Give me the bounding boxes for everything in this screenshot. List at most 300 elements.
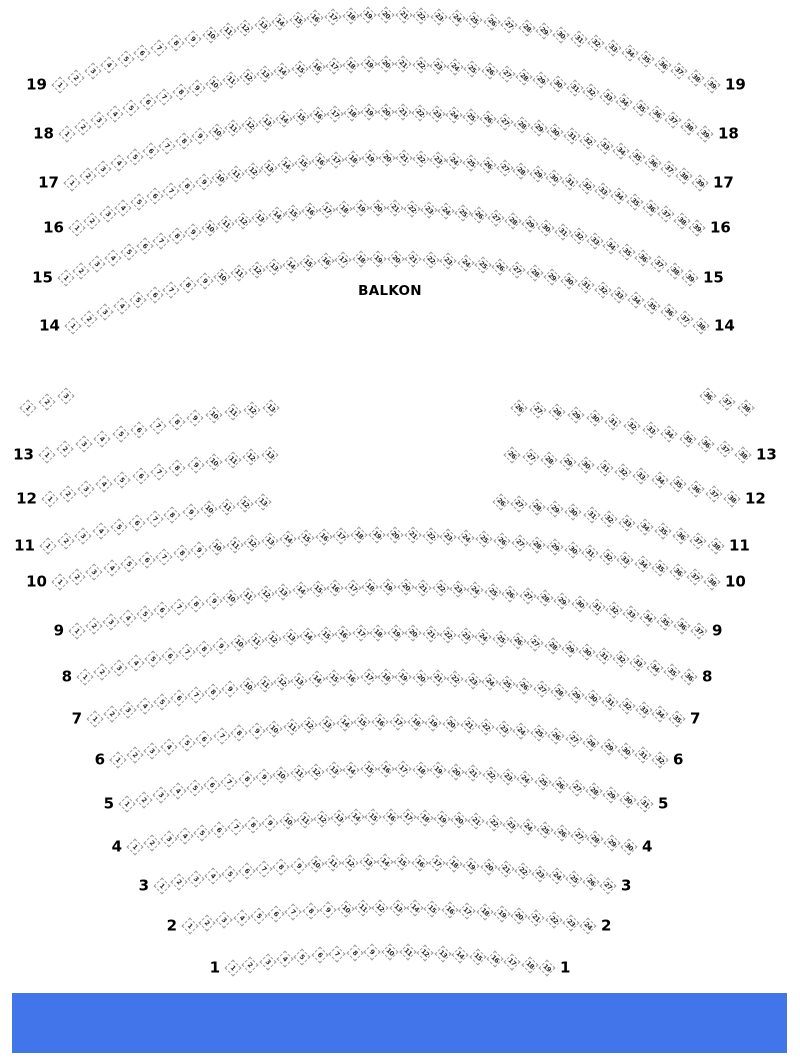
seat[interactable]: [348, 809, 365, 826]
seat[interactable]: [248, 722, 265, 739]
seat[interactable]: [308, 763, 325, 780]
seat[interactable]: [549, 75, 566, 92]
seat[interactable]: [103, 706, 120, 723]
seat[interactable]: [372, 900, 389, 917]
seat[interactable]: [283, 718, 300, 735]
seat[interactable]: [498, 65, 515, 82]
seat[interactable]: [412, 56, 429, 73]
seat[interactable]: [571, 595, 588, 612]
seat[interactable]: [386, 200, 403, 217]
seat[interactable]: [119, 796, 136, 813]
seat[interactable]: [360, 56, 377, 73]
seat[interactable]: [192, 128, 209, 145]
seat[interactable]: [382, 809, 399, 826]
seat[interactable]: [152, 233, 169, 250]
seat[interactable]: [266, 720, 283, 737]
seat[interactable]: [387, 251, 404, 268]
seat[interactable]: [143, 835, 160, 852]
seat[interactable]: [225, 404, 242, 421]
seat[interactable]: [352, 625, 369, 642]
seat[interactable]: [261, 159, 278, 176]
seat[interactable]: [262, 815, 279, 832]
seat[interactable]: [652, 560, 669, 577]
seat[interactable]: [278, 157, 295, 174]
seat[interactable]: [692, 175, 709, 192]
seat[interactable]: [510, 399, 527, 416]
seat[interactable]: [65, 318, 82, 335]
seat[interactable]: [601, 510, 618, 527]
seat[interactable]: [205, 683, 222, 700]
seat[interactable]: [185, 30, 202, 47]
seat[interactable]: [502, 585, 519, 602]
seat[interactable]: [317, 253, 334, 270]
seat[interactable]: [360, 761, 377, 778]
seat[interactable]: [120, 243, 137, 260]
seat[interactable]: [325, 855, 342, 872]
seat[interactable]: [135, 791, 152, 808]
seat[interactable]: [516, 678, 533, 695]
seat[interactable]: [422, 625, 439, 642]
seat[interactable]: [378, 669, 395, 686]
seat[interactable]: [233, 909, 250, 926]
seat[interactable]: [480, 859, 497, 876]
seat[interactable]: [530, 120, 547, 137]
seat[interactable]: [327, 580, 344, 597]
seat[interactable]: [584, 689, 601, 706]
seat[interactable]: [522, 449, 539, 466]
seat[interactable]: [344, 579, 361, 596]
seat[interactable]: [110, 518, 127, 535]
seat[interactable]: [425, 714, 442, 731]
seat[interactable]: [196, 731, 213, 748]
seat[interactable]: [429, 151, 446, 168]
seat[interactable]: [160, 831, 177, 848]
seat[interactable]: [342, 854, 359, 871]
seat[interactable]: [437, 203, 454, 220]
seat[interactable]: [457, 255, 474, 272]
seat[interactable]: [488, 209, 505, 226]
seat[interactable]: [230, 635, 247, 652]
seat[interactable]: [378, 56, 395, 73]
seat[interactable]: [570, 30, 587, 47]
seat[interactable]: [248, 262, 265, 279]
seat[interactable]: [208, 123, 225, 140]
seat[interactable]: [311, 947, 328, 964]
seat[interactable]: [475, 629, 492, 646]
seat[interactable]: [195, 173, 212, 190]
seat[interactable]: [386, 527, 403, 544]
seat[interactable]: [238, 770, 255, 787]
seat[interactable]: [342, 7, 359, 24]
seat[interactable]: [422, 527, 439, 544]
seat[interactable]: [257, 65, 274, 82]
seat[interactable]: [644, 298, 661, 315]
seat[interactable]: [405, 251, 422, 268]
seat[interactable]: [146, 286, 163, 303]
seat[interactable]: [652, 752, 669, 769]
seat[interactable]: [619, 243, 636, 260]
seat[interactable]: [224, 451, 241, 468]
seat[interactable]: [548, 404, 565, 421]
seat[interactable]: [395, 669, 412, 686]
seat[interactable]: [242, 956, 259, 973]
seat[interactable]: [395, 761, 412, 778]
seat[interactable]: [115, 199, 132, 216]
seat[interactable]: [724, 491, 741, 508]
seat[interactable]: [492, 631, 509, 648]
seat[interactable]: [412, 104, 429, 121]
seat[interactable]: [596, 647, 613, 664]
seat[interactable]: [496, 159, 513, 176]
seat[interactable]: [180, 277, 197, 294]
seat[interactable]: [325, 762, 342, 779]
seat[interactable]: [102, 613, 119, 630]
seat[interactable]: [432, 580, 449, 597]
seat[interactable]: [208, 539, 225, 556]
seat[interactable]: [360, 669, 377, 686]
seat[interactable]: [495, 720, 512, 737]
seat[interactable]: [735, 447, 752, 464]
seat[interactable]: [617, 552, 634, 569]
seat[interactable]: [297, 529, 314, 546]
seat[interactable]: [81, 311, 98, 328]
seat[interactable]: [214, 268, 231, 285]
seat[interactable]: [39, 447, 56, 464]
seat[interactable]: [459, 902, 476, 919]
seat[interactable]: [394, 854, 411, 871]
seat[interactable]: [587, 831, 604, 848]
seat[interactable]: [596, 137, 613, 154]
seat[interactable]: [127, 839, 144, 856]
seat[interactable]: [674, 618, 691, 635]
seat[interactable]: [194, 824, 211, 841]
seat[interactable]: [307, 856, 324, 873]
seat[interactable]: [343, 669, 360, 686]
seat[interactable]: [469, 948, 486, 965]
seat[interactable]: [428, 855, 445, 872]
seat[interactable]: [671, 63, 688, 80]
seat[interactable]: [615, 463, 632, 480]
seat[interactable]: [688, 480, 705, 497]
seat[interactable]: [559, 454, 576, 471]
seat[interactable]: [492, 259, 509, 276]
seat[interactable]: [493, 905, 510, 922]
seat[interactable]: [627, 292, 644, 309]
seat[interactable]: [635, 701, 652, 718]
seat[interactable]: [168, 35, 185, 52]
seat[interactable]: [319, 715, 336, 732]
seat[interactable]: [248, 633, 265, 650]
seat[interactable]: [492, 494, 509, 511]
seat[interactable]: [463, 108, 480, 125]
seat[interactable]: [511, 907, 528, 924]
seat[interactable]: [325, 670, 342, 687]
seat[interactable]: [69, 623, 86, 640]
seat[interactable]: [596, 460, 613, 477]
seat[interactable]: [328, 151, 345, 168]
seat[interactable]: [291, 60, 308, 77]
seat[interactable]: [265, 631, 282, 648]
seat[interactable]: [429, 57, 446, 74]
seat[interactable]: [479, 157, 496, 174]
seat[interactable]: [518, 19, 535, 36]
seat[interactable]: [528, 909, 545, 926]
seat[interactable]: [471, 207, 488, 224]
seat[interactable]: [326, 105, 343, 122]
seat[interactable]: [188, 595, 205, 612]
seat[interactable]: [182, 504, 199, 521]
seat[interactable]: [74, 118, 91, 135]
seat[interactable]: [127, 747, 144, 764]
seat[interactable]: [544, 638, 561, 655]
seat[interactable]: [434, 810, 451, 827]
seat[interactable]: [378, 104, 395, 121]
seat[interactable]: [79, 167, 96, 184]
seat[interactable]: [239, 678, 256, 695]
seat[interactable]: [440, 253, 457, 270]
seat[interactable]: [240, 68, 257, 85]
seat[interactable]: [603, 238, 620, 255]
seat[interactable]: [231, 265, 248, 282]
seat[interactable]: [204, 868, 221, 885]
seat[interactable]: [275, 583, 292, 600]
seat[interactable]: [240, 587, 257, 604]
seat[interactable]: [509, 262, 526, 279]
seat[interactable]: [449, 581, 466, 598]
seat[interactable]: [40, 538, 57, 555]
seat[interactable]: [599, 548, 616, 565]
seat[interactable]: [337, 900, 354, 917]
seat[interactable]: [397, 579, 414, 596]
seat[interactable]: [179, 178, 196, 195]
seat[interactable]: [187, 779, 204, 796]
seat[interactable]: [568, 779, 585, 796]
seat[interactable]: [211, 169, 228, 186]
seat[interactable]: [570, 228, 587, 245]
seat[interactable]: [365, 809, 382, 826]
seat[interactable]: [521, 215, 538, 232]
seat[interactable]: [630, 655, 647, 672]
seat[interactable]: [333, 527, 350, 544]
seat[interactable]: [274, 674, 291, 691]
seat[interactable]: [251, 209, 268, 226]
seat[interactable]: [387, 625, 404, 642]
seat[interactable]: [256, 860, 273, 877]
seat[interactable]: [708, 538, 725, 555]
seat[interactable]: [137, 697, 154, 714]
seat[interactable]: [59, 485, 76, 502]
seat[interactable]: [163, 281, 180, 298]
seat[interactable]: [292, 108, 309, 125]
seat[interactable]: [290, 764, 307, 781]
seat[interactable]: [213, 728, 230, 745]
seat[interactable]: [634, 555, 651, 572]
seat[interactable]: [600, 878, 617, 895]
seat[interactable]: [300, 255, 317, 272]
seat[interactable]: [586, 783, 603, 800]
seat[interactable]: [637, 518, 654, 535]
seat[interactable]: [676, 311, 693, 328]
seat[interactable]: [199, 915, 216, 932]
seat[interactable]: [120, 701, 137, 718]
seat[interactable]: [681, 118, 698, 135]
seat[interactable]: [582, 545, 599, 562]
seat[interactable]: [476, 904, 493, 921]
seat[interactable]: [466, 11, 483, 28]
seat[interactable]: [538, 219, 555, 236]
seat[interactable]: [255, 768, 272, 785]
seat[interactable]: [543, 268, 560, 285]
seat[interactable]: [440, 626, 457, 643]
seat[interactable]: [562, 915, 579, 932]
seat[interactable]: [172, 84, 189, 101]
seat[interactable]: [530, 725, 547, 742]
seat[interactable]: [691, 623, 708, 640]
seat[interactable]: [222, 590, 239, 607]
seat[interactable]: [716, 441, 733, 458]
seat[interactable]: [389, 900, 406, 917]
seat[interactable]: [177, 827, 194, 844]
seat[interactable]: [97, 304, 114, 321]
seat[interactable]: [154, 878, 171, 895]
seat[interactable]: [152, 787, 169, 804]
seat[interactable]: [161, 647, 178, 664]
seat[interactable]: [457, 627, 474, 644]
seat[interactable]: [682, 270, 699, 287]
seat[interactable]: [285, 204, 302, 221]
seat[interactable]: [360, 104, 377, 121]
seat[interactable]: [420, 201, 437, 218]
seat[interactable]: [254, 16, 271, 33]
seat[interactable]: [343, 56, 360, 73]
seat[interactable]: [657, 613, 674, 630]
seat[interactable]: [395, 56, 412, 73]
seat[interactable]: [633, 467, 650, 484]
seat[interactable]: [228, 165, 245, 182]
seat[interactable]: [451, 811, 468, 828]
seat[interactable]: [700, 388, 717, 405]
seat[interactable]: [654, 56, 671, 73]
seat[interactable]: [143, 142, 160, 159]
seat[interactable]: [553, 26, 570, 43]
seat[interactable]: [222, 680, 239, 697]
seat[interactable]: [308, 59, 325, 76]
seat[interactable]: [606, 602, 623, 619]
seat[interactable]: [594, 183, 611, 200]
seat[interactable]: [658, 206, 675, 223]
seat[interactable]: [77, 669, 94, 686]
seat[interactable]: [110, 752, 127, 769]
seat[interactable]: [69, 220, 86, 237]
seat[interactable]: [619, 514, 636, 531]
seat[interactable]: [463, 154, 480, 171]
seat[interactable]: [587, 233, 604, 250]
seat[interactable]: [75, 527, 92, 544]
seat[interactable]: [440, 528, 457, 545]
seat[interactable]: [634, 747, 651, 764]
seat[interactable]: [441, 901, 458, 918]
seat[interactable]: [617, 742, 634, 759]
seat[interactable]: [324, 8, 341, 25]
seat[interactable]: [564, 542, 581, 559]
seat[interactable]: [235, 212, 252, 229]
seat[interactable]: [547, 539, 564, 556]
seat[interactable]: [307, 10, 324, 27]
seat[interactable]: [532, 865, 549, 882]
seat[interactable]: [302, 203, 319, 220]
seat[interactable]: [637, 796, 654, 813]
seat[interactable]: [567, 686, 584, 703]
seat[interactable]: [580, 132, 597, 149]
seat[interactable]: [319, 201, 336, 218]
seat[interactable]: [150, 463, 167, 480]
seat[interactable]: [601, 693, 618, 710]
seat[interactable]: [256, 676, 273, 693]
seat[interactable]: [529, 498, 546, 515]
seat[interactable]: [144, 651, 161, 668]
seat[interactable]: [204, 776, 221, 793]
seat[interactable]: [57, 441, 74, 458]
seat[interactable]: [417, 944, 434, 961]
seat[interactable]: [20, 400, 37, 417]
seat[interactable]: [175, 132, 192, 149]
seat[interactable]: [669, 711, 686, 728]
seat[interactable]: [403, 200, 420, 217]
seat[interactable]: [632, 99, 649, 116]
seat[interactable]: [412, 669, 429, 686]
seat[interactable]: [170, 874, 187, 891]
seat[interactable]: [738, 400, 755, 417]
seat[interactable]: [169, 783, 186, 800]
seat[interactable]: [546, 169, 563, 186]
seat[interactable]: [187, 410, 204, 427]
seat[interactable]: [290, 857, 307, 874]
seat[interactable]: [629, 148, 646, 165]
seat[interactable]: [599, 89, 616, 106]
seat[interactable]: [399, 809, 416, 826]
seat[interactable]: [86, 564, 103, 581]
seat[interactable]: [236, 496, 253, 513]
seat[interactable]: [151, 40, 168, 57]
seat[interactable]: [399, 944, 416, 961]
seat[interactable]: [156, 548, 173, 565]
seat[interactable]: [583, 874, 600, 891]
seat[interactable]: [618, 697, 635, 714]
seat[interactable]: [514, 863, 531, 880]
seat[interactable]: [273, 859, 290, 876]
seat[interactable]: [273, 766, 290, 783]
seat[interactable]: [132, 467, 149, 484]
seat[interactable]: [604, 835, 621, 852]
seat[interactable]: [652, 706, 669, 723]
seat[interactable]: [206, 454, 223, 471]
seat[interactable]: [493, 532, 510, 549]
seat[interactable]: [131, 193, 148, 210]
seat[interactable]: [704, 574, 721, 591]
seat[interactable]: [104, 249, 121, 266]
seat[interactable]: [168, 413, 185, 430]
seat[interactable]: [529, 165, 546, 182]
seat[interactable]: [541, 451, 558, 468]
seat[interactable]: [237, 19, 254, 36]
seat[interactable]: [343, 761, 360, 778]
seat[interactable]: [285, 904, 302, 921]
seat[interactable]: [545, 912, 562, 929]
seat[interactable]: [294, 154, 311, 171]
seat[interactable]: [647, 659, 664, 676]
seat[interactable]: [476, 531, 493, 548]
seat[interactable]: [320, 901, 337, 918]
